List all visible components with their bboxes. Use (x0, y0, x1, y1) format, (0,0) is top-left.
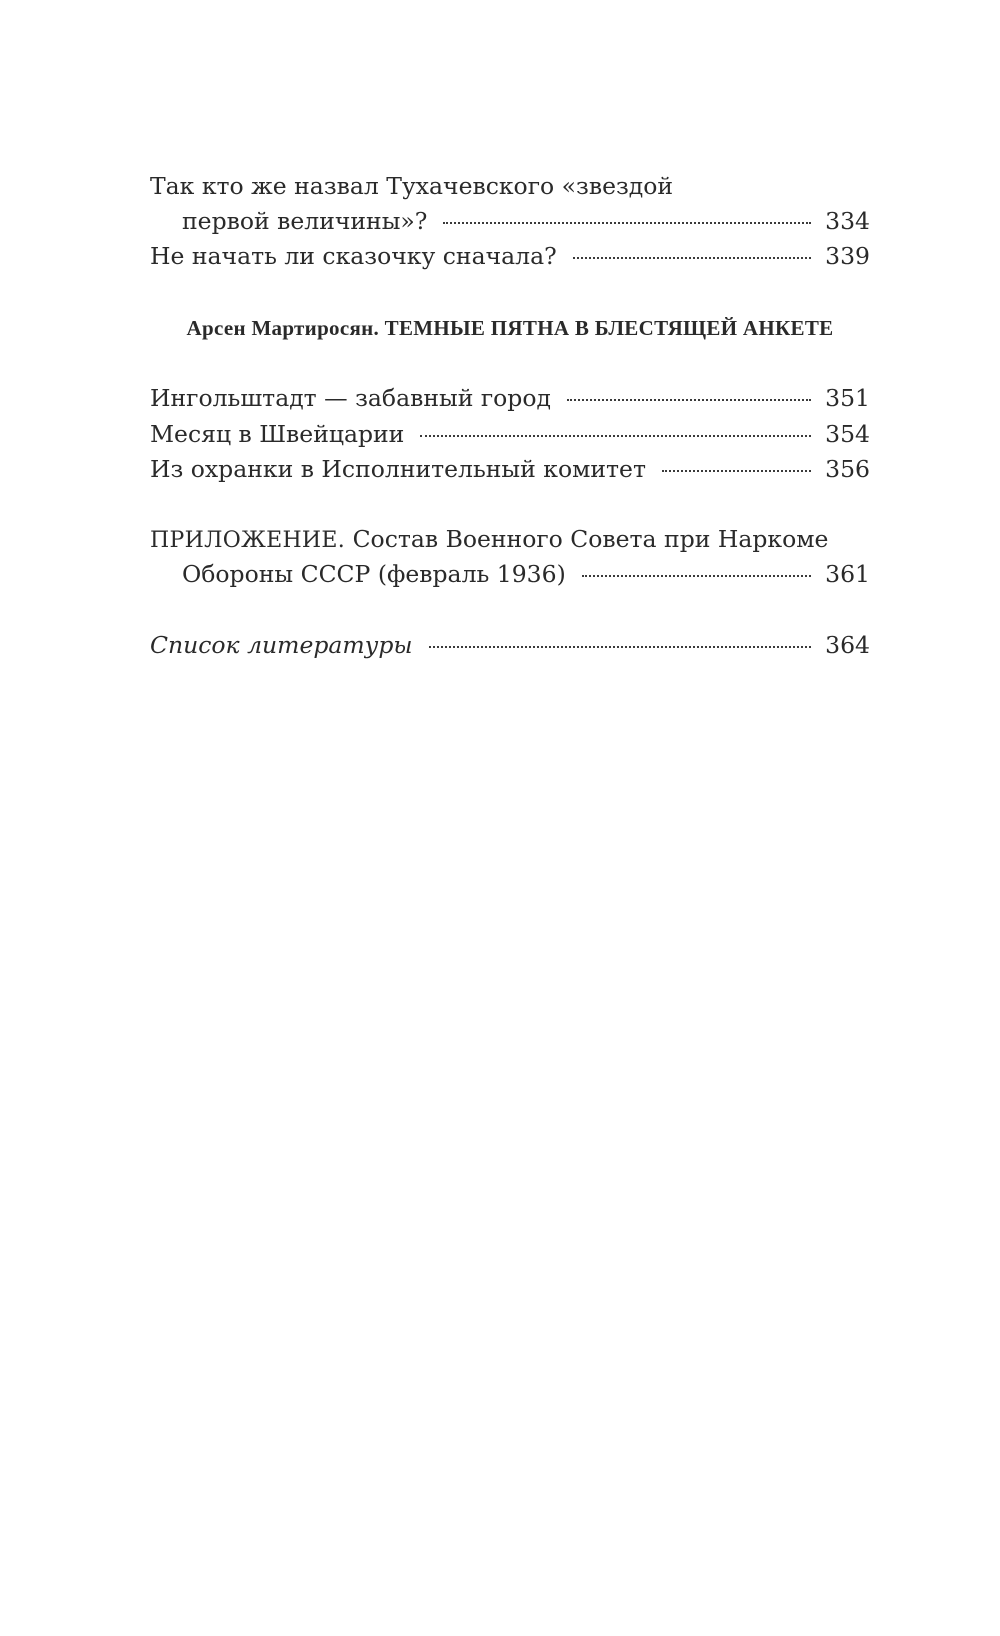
toc-entry-line (150, 521, 870, 557)
toc-entry[interactable] (182, 556, 870, 592)
toc-entry[interactable] (150, 416, 870, 452)
dot-leader (573, 256, 811, 259)
toc-entry-title: Не начать ли сказочку сначала? (150, 242, 557, 270)
toc-page-number: 361 (825, 560, 870, 588)
appendix-label: ПРИЛОЖЕНИЕ. (150, 528, 346, 553)
toc-entry-title: Из охранки в Исполнительный комитет (150, 455, 646, 483)
toc-entry[interactable] (150, 451, 870, 487)
section-heading-text: Арсен Мартиросян. ТЕМНЫЕ ПЯТНА В БЛЕСТЯЩЕЙ АНКЕТЕ (186, 316, 834, 340)
dot-leader (420, 434, 811, 437)
toc-page-number: 354 (825, 420, 870, 448)
toc-entry[interactable] (150, 238, 870, 274)
toc-entry-title: первой величины»? (182, 207, 428, 235)
toc-entry[interactable] (182, 203, 870, 239)
toc-entry-line (150, 168, 870, 204)
toc-entry[interactable] (150, 627, 870, 663)
toc-page-number: 356 (825, 455, 870, 483)
dot-leader (582, 574, 811, 577)
toc-page-number: 334 (825, 207, 870, 235)
toc-entry-title: Состав Военного Совета при Наркоме (352, 525, 829, 553)
toc-page-number: 351 (825, 384, 870, 412)
toc-page-number: 364 (825, 631, 870, 659)
dot-leader (662, 469, 811, 472)
toc-page-number: 339 (825, 242, 870, 270)
toc-entry-title: Месяц в Швейцарии (150, 420, 405, 448)
dot-leader (443, 221, 811, 224)
toc-entry-title: Ингольштадт — забавный город (150, 384, 551, 412)
section-heading (150, 310, 870, 346)
dot-leader (567, 398, 811, 401)
dot-leader (429, 645, 812, 648)
toc-entry-title: Обороны СССР (февраль 1936) (182, 560, 566, 588)
toc-entry[interactable] (150, 380, 870, 416)
toc-entry-title: Список литературы (150, 631, 413, 659)
toc-entry-title: Так кто же назвал Тухачевского «звездой (150, 172, 674, 200)
